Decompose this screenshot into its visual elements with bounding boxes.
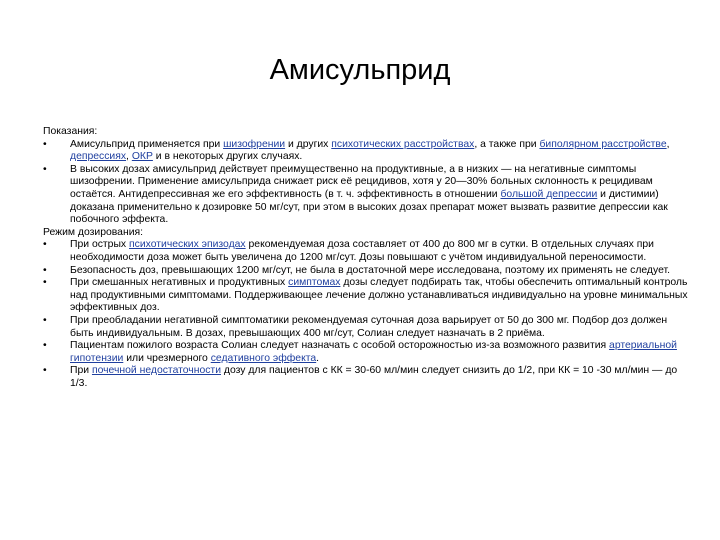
link-psychotic-episodes[interactable]: психотических эпизодах xyxy=(129,239,246,251)
link-major-depression[interactable]: большой депрессии xyxy=(500,188,598,200)
dosage-5-text-3: . xyxy=(316,352,320,364)
dosage-3-text-1: При смешанных негативных и продуктивных xyxy=(70,277,289,289)
link-symptoms[interactable]: симптомах xyxy=(288,277,341,289)
bullet-icon: • xyxy=(43,163,47,175)
dosage-item-1 xyxy=(43,239,693,264)
dosage-1-text-2: рекомендуемая доза составляет от 400 до 800 мг в сутки. В отдельных случаях при необходимости доза может быть увеличена до 1200 мг/сут. Дозы повышают с учётом индивидуальной переносимости. xyxy=(70,239,654,263)
indication-1-text-3: , а также при xyxy=(474,138,540,150)
bullet-icon: • xyxy=(43,365,47,377)
indication-1-text-5: , xyxy=(126,151,132,163)
link-ocd[interactable]: ОКР xyxy=(131,151,153,163)
dosage-1-text-1: При острых xyxy=(70,239,130,251)
link-renal-failure[interactable]: почечной недостаточности xyxy=(91,365,221,377)
dosage-4-text-1: При преобладании негативной симптоматики рекомендуемая суточная доза варьирует от 50 до 300 мг. Подбор доз должен быть индивидуальным. В дозах, превышающих 400 мг/сут, Солиан следует назначать в 2 приёма. xyxy=(70,314,668,339)
link-depressions[interactable]: депрессиях xyxy=(70,151,127,163)
dosage-item-4 xyxy=(43,315,693,340)
bullet-icon: • xyxy=(43,239,47,251)
bullet-icon: • xyxy=(43,138,47,150)
indication-1-text-2: и других xyxy=(285,138,332,150)
dosage-heading: Режим дозирования: xyxy=(43,226,144,238)
bullet-icon: • xyxy=(43,264,47,276)
indication-item-2 xyxy=(43,164,693,227)
dosage-item-3 xyxy=(43,277,693,315)
bullet-icon: • xyxy=(43,314,47,326)
dosage-2-text-1: Безопасность доз, превышающих 1200 мг/сут, не была в достаточной мере исследована, поэтому их применять не следует. xyxy=(70,264,670,276)
link-sedative-effect[interactable]: седативного эффекта xyxy=(210,352,317,364)
dosage-6-text-2: дозу для пациентов с КК = 30-60 мл/мин следует снизить до 1/2, при КК = 10 -30 мл/мин — до 1/3. xyxy=(70,365,678,389)
link-schizophrenia[interactable]: шизофрении xyxy=(223,138,286,150)
dosage-3-text-2: дозы следует подбирать так, чтобы обеспечить оптимальный контроль над продуктивными симптомами. Поддерживающее лечение должно устанавливаться индивидуально на уровне минимальных эффективных доз. xyxy=(70,277,688,314)
slide-title: Амисульприд xyxy=(269,54,451,86)
indication-2-text-2: и дистимии) доказана применительно к дозировке 50 мг/сут, при этом в высоких дозах препарат может вызвать развитие депрессии как побочного эффекта. xyxy=(70,188,668,226)
indication-1-text-6: и в некоторых других случаях. xyxy=(152,151,303,163)
bullet-icon: • xyxy=(43,277,47,289)
dosage-5-text-2: или чрезмерного xyxy=(123,352,211,364)
slide-body xyxy=(43,126,693,390)
bullet-icon: • xyxy=(43,340,47,352)
dosage-6-text-1: При xyxy=(70,365,92,377)
link-bipolar-disorder[interactable]: биполярном расстройстве xyxy=(539,138,667,150)
link-psychotic-disorders[interactable]: психотических расстройствах xyxy=(331,138,475,150)
dosage-5-text-1: Пациентам пожилого возраста Солиан следует назначать с особой осторожностью из-за возможного развития xyxy=(70,340,610,352)
indication-1-text-1: Амисульприд применяется при xyxy=(70,138,224,150)
indication-2-text-1: В высоких дозах амисульприд действует преимущественно на продуктивные, а в низких — на негативные симптомы шизофрении. Применение амисульприда снижает риск её рецидивов, хотя у 20—30% больных склонность к рецидивам остаётся. Антидепрессивная же его эффективность (в т. ч. эффективность в отношении xyxy=(70,163,653,200)
link-arterial-hypotension[interactable]: артериальной гипотензии xyxy=(70,340,677,364)
indication-1-text-4: , xyxy=(666,138,670,150)
indications-heading: Показания: xyxy=(43,126,98,137)
indication-item-1 xyxy=(43,139,693,164)
dosage-item-6 xyxy=(43,365,693,390)
dosage-item-5 xyxy=(43,340,693,365)
dosage-item-2 xyxy=(43,265,693,278)
